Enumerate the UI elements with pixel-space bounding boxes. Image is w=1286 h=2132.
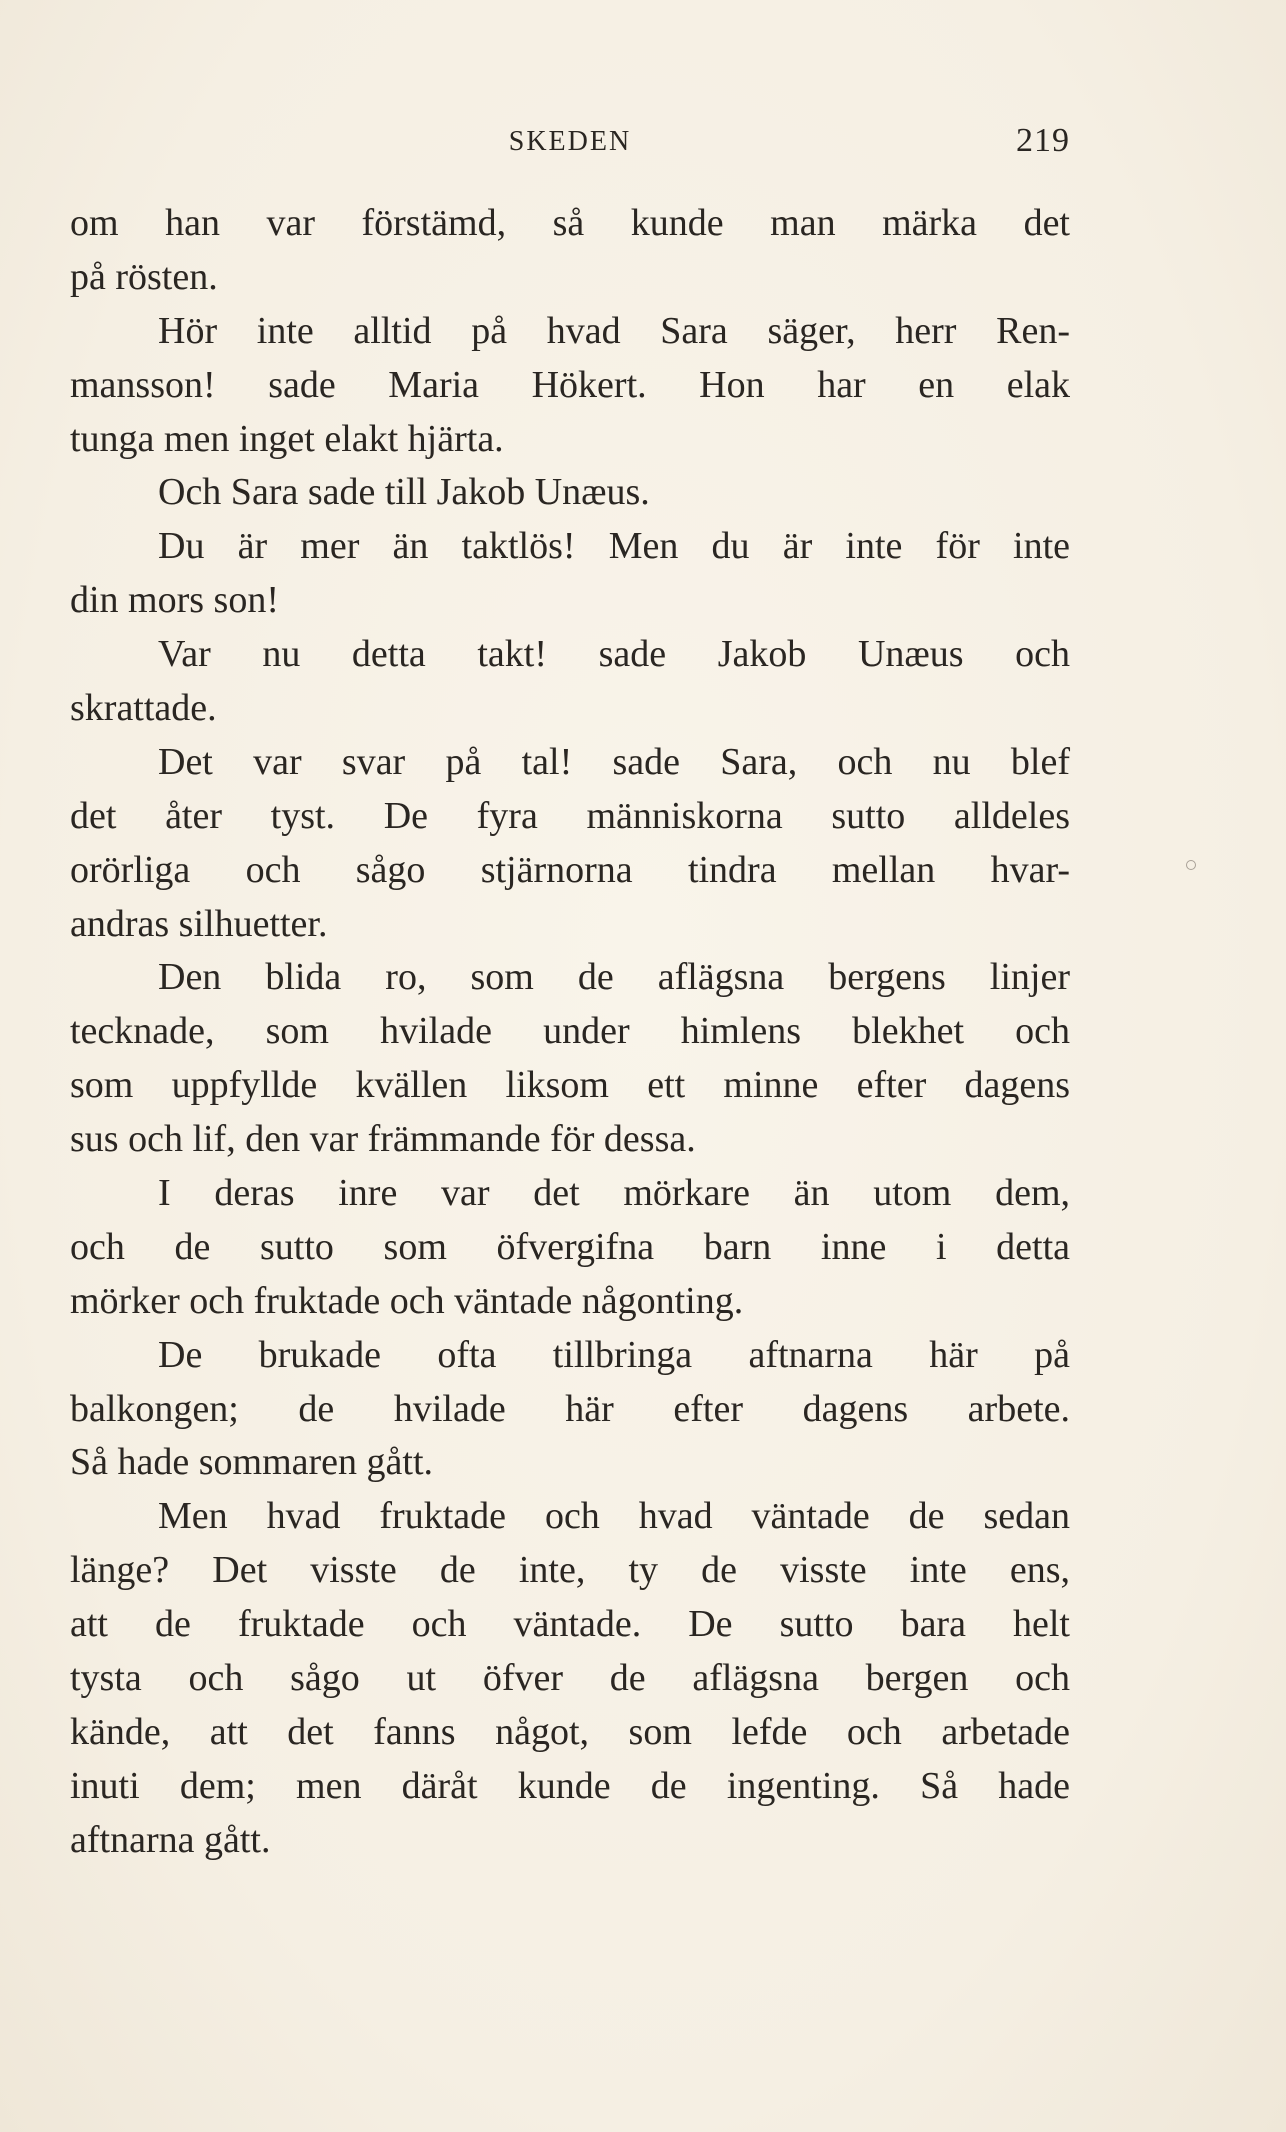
text-line: Hör inte alltid på hvad Sara säger, herr Ren- (158, 309, 1070, 352)
text-line: Du är mer än taktlös! Men du är inte för inte (158, 525, 1070, 568)
text-line: din mors son! (70, 579, 279, 622)
text-line: om han var förstämd, så kunde man märka det (70, 202, 1070, 244)
text-line: Den blida ro, som de aflägsna bergens linjer (158, 956, 1070, 999)
text-line: mansson! sade Maria Hökert. Hon har en elak (70, 363, 1070, 406)
text-line: på rösten. (70, 255, 218, 298)
text-line: orörliga och sågo stjärnorna tindra mellan hvar- (70, 848, 1070, 891)
page-number: 219 (1016, 122, 1070, 159)
text-line: Men hvad fruktade och hvad väntade de sedan (158, 1495, 1070, 1538)
text-line: De brukade ofta tillbringa aftnarna här på (158, 1333, 1070, 1376)
text-line: Det var svar på tal! sade Sara, och nu blef (158, 740, 1070, 783)
text-line: att de fruktade och väntade. De sutto bara helt (70, 1603, 1070, 1646)
text-line: skrattade. (70, 687, 217, 730)
running-title: SKEDEN (508, 126, 632, 157)
text-line: som uppfyllde kvällen liksom ett minne efter dagens (70, 1064, 1070, 1107)
text-line: inuti dem; men däråt kunde de ingenting. Så hade (70, 1764, 1070, 1807)
text-line: tunga men inget elakt hjärta. (70, 417, 504, 460)
text-line: det åter tyst. De fyra människorna sutto alldeles (70, 794, 1070, 837)
text-line: Och Sara sade till Jakob Unæus. (158, 471, 650, 514)
text-line: andras silhuetter. (70, 902, 328, 945)
text-line: Var nu detta takt! sade Jakob Unæus och (158, 633, 1070, 676)
text-line: kände, att det fanns något, som lefde och arbetade (70, 1710, 1070, 1753)
text-line: länge? Det visste de inte, ty de visste inte ens, (70, 1549, 1070, 1592)
text-line: sus och lif, den var främmande för dessa. (70, 1118, 696, 1161)
body-text (70, 197, 1070, 1868)
text-line: mörker och fruktade och väntade någonting. (70, 1279, 744, 1322)
running-head (70, 122, 1070, 162)
text-line: I deras inre var det mörkare än utom dem, (158, 1172, 1070, 1215)
text-line: balkongen; de hvilade här efter dagens arbete. (70, 1387, 1070, 1430)
text-line: tecknade, som hvilade under himlens blekhet och (70, 1010, 1070, 1053)
text-line: Så hade sommaren gått. (70, 1441, 434, 1484)
paper-speck (1186, 860, 1196, 870)
text-line: aftnarna gått. (70, 1818, 271, 1861)
text-line: och de sutto som öfvergifna barn inne i detta (70, 1225, 1070, 1268)
text-line: tysta och sågo ut öfver de aflägsna bergen och (70, 1657, 1070, 1700)
